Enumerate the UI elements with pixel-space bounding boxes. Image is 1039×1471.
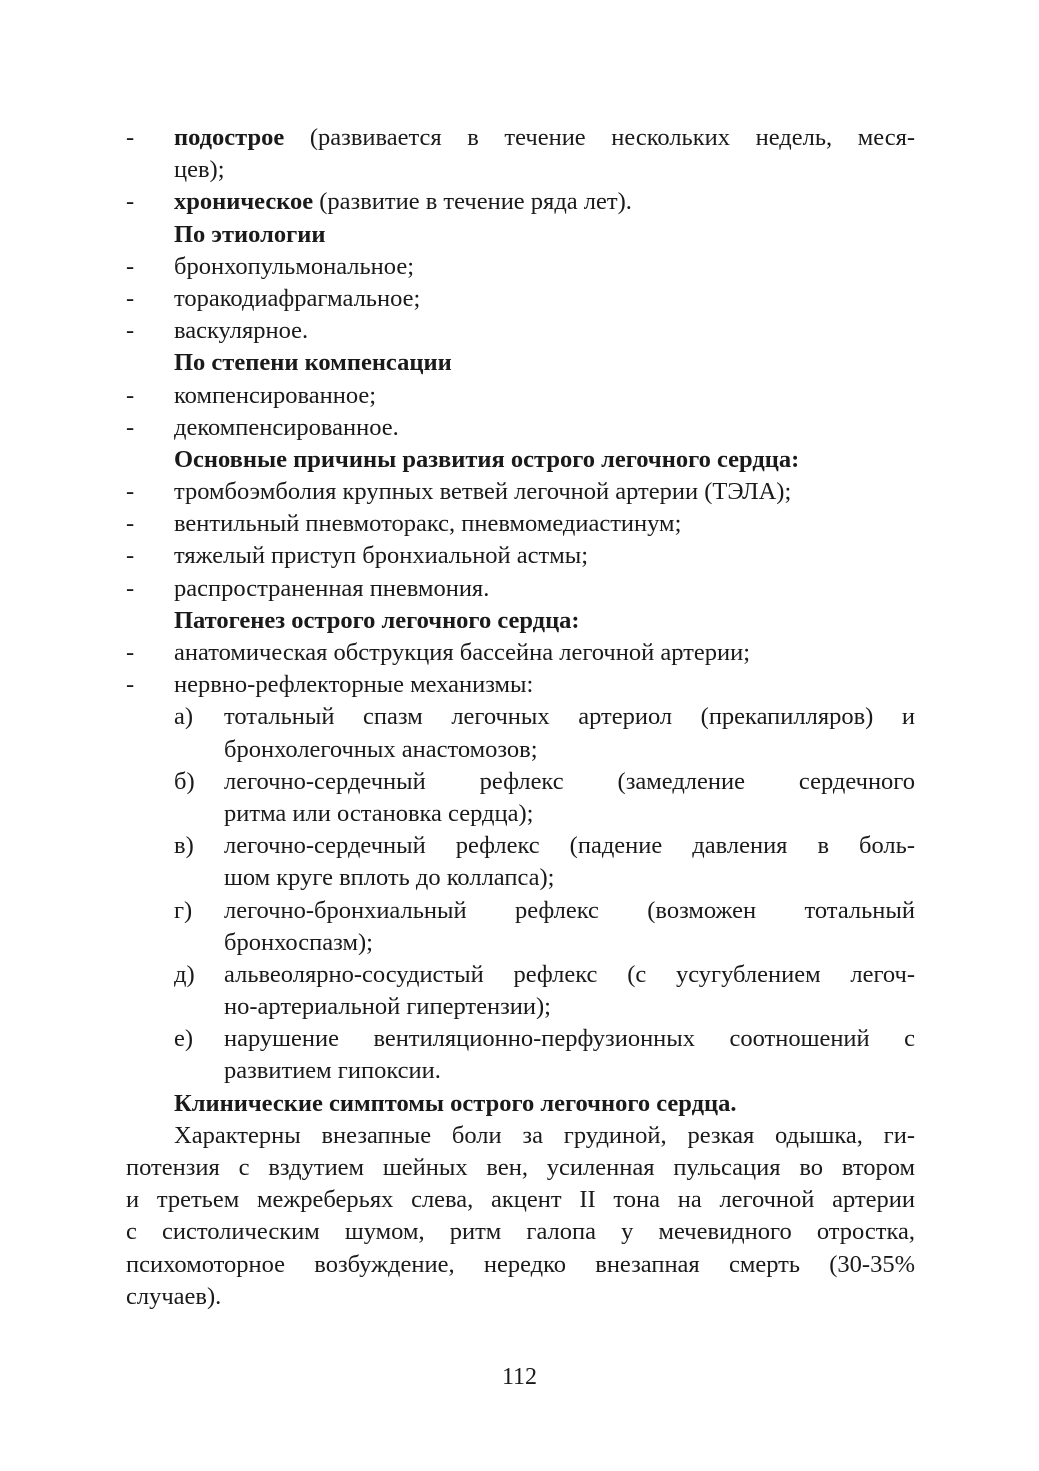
paragraph-line: с систолическим шумом, ритм галопа у мечевидного отростка, [126, 1218, 915, 1246]
sub-item-letter: в) [174, 832, 194, 860]
heading-causes: Основные причины развития острого легочного сердца: [174, 445, 800, 473]
list-dash: - [126, 252, 135, 280]
heading-etiology: По этиологии [174, 220, 326, 248]
list-item-text: васкулярное. [174, 317, 309, 345]
list-dash: - [126, 317, 135, 345]
sub-item-letter: б) [174, 767, 195, 795]
sub-item-letter: е) [174, 1025, 194, 1053]
sub-item-line: ритма или остановка сердца); [224, 799, 534, 827]
sub-item-line: легочно-бронхиальный рефлекс (возможен тотальный [224, 896, 915, 924]
sub-item [126, 766, 915, 830]
sub-item-line: развитием гипоксии. [224, 1057, 441, 1085]
list-item [126, 573, 915, 605]
list-item-text: тяжелый приступ бронхиальной астмы; [174, 542, 589, 570]
list-item [126, 283, 915, 315]
list-item [126, 380, 915, 412]
list-dash: - [126, 413, 135, 441]
paragraph-line: случаев). [126, 1282, 222, 1310]
list-dash: - [126, 284, 135, 312]
sub-item-line: альвеолярно-сосудистый рефлекс (с усугублением легоч- [224, 960, 915, 988]
list-dash: - [126, 478, 135, 506]
paragraph-line: и третьем межреберьях слева, акцент II тона на легочной артерии [126, 1186, 915, 1214]
sub-item-line: шом круге вплоть до коллапса); [224, 864, 555, 892]
list-item-text: декомпенсированное. [174, 413, 399, 441]
sub-item [126, 701, 915, 765]
sub-item-line: легочно-сердечный рефлекс (падение давления в боль- [224, 832, 915, 860]
sub-item [126, 959, 915, 1023]
list-item [126, 315, 915, 347]
list-item [126, 476, 915, 508]
list-item [126, 669, 915, 701]
heading-compensation: По степени компенсации [174, 349, 452, 377]
list-item-text: тромбоэмболия крупных ветвей легочной артерии (ТЭЛА); [174, 478, 792, 506]
list-dash: - [126, 510, 135, 538]
subacute-continuation: цев); [174, 156, 225, 184]
list-dash: - [126, 639, 135, 666]
sub-item [126, 895, 915, 959]
sub-item [126, 1023, 915, 1087]
page-body [126, 122, 915, 1313]
list-item-subacute [126, 122, 915, 154]
sub-item [126, 830, 915, 894]
subacute-description: (развивается в течение нескольких недель, меся- [309, 124, 916, 151]
list-dash: - [126, 124, 135, 151]
term-subacute: подострое [174, 124, 285, 151]
list-dash: - [126, 381, 135, 409]
sub-item-line: но-артериальной гипертензии); [224, 993, 551, 1021]
list-dash: - [126, 574, 135, 602]
list-dash: - [126, 671, 135, 699]
sub-item-letter: д) [174, 960, 195, 988]
list-dash: - [126, 188, 135, 216]
chronic-description: (развитие в течение ряда лет). [319, 188, 632, 216]
term-chronic: хроническое [174, 188, 314, 216]
paragraph-line: потензия с вздутием шейных вен, усиленная пульсация во втором [126, 1154, 915, 1181]
list-dash: - [126, 542, 135, 570]
heading-clinical: Клинические симптомы острого легочного сердца. [174, 1089, 737, 1117]
list-item [126, 251, 915, 283]
list-item-text: вентильный пневмоторакс, пневмомедиастинум; [174, 510, 682, 538]
list-item-text: торакодиафрагмальное; [174, 284, 421, 312]
sub-item-letter: а) [174, 703, 194, 731]
list-item [126, 508, 915, 540]
list-item [126, 540, 915, 572]
sub-item-letter: г) [174, 896, 193, 924]
sub-item-line: бронхоспазм); [224, 928, 373, 956]
sub-item-line: тотальный спазм легочных артериол (прекапилляров) и [224, 703, 915, 731]
list-item-text: анатомическая обструкция бассейна легочной артерии; [174, 639, 751, 666]
list-item-text: нервно-рефлекторные механизмы: [174, 671, 534, 699]
list-item-text: бронхопульмональное; [174, 252, 415, 280]
list-item [126, 637, 915, 669]
paragraph-line: Характерны внезапные боли за грудиной, резкая одышка, ги- [174, 1121, 915, 1149]
heading-pathogenesis: Патогенез острого легочного сердца: [174, 606, 580, 634]
list-item [126, 412, 915, 444]
sub-item-line: бронхолегочных анастомозов; [224, 735, 538, 763]
list-item-text: распространенная пневмония. [174, 574, 490, 602]
paragraph-line: психомоторное возбуждение, нередко внезапная смерть (30-35% [126, 1250, 915, 1278]
sub-item-line: нарушение вентиляционно-перфузионных соотношений с [224, 1025, 915, 1053]
page-number: 112 [501, 1364, 538, 1390]
list-item-text: компенсированное; [174, 381, 377, 409]
sub-item-line: легочно-сердечный рефлекс (замедление сердечного [224, 767, 915, 795]
list-item-chronic [126, 186, 915, 218]
